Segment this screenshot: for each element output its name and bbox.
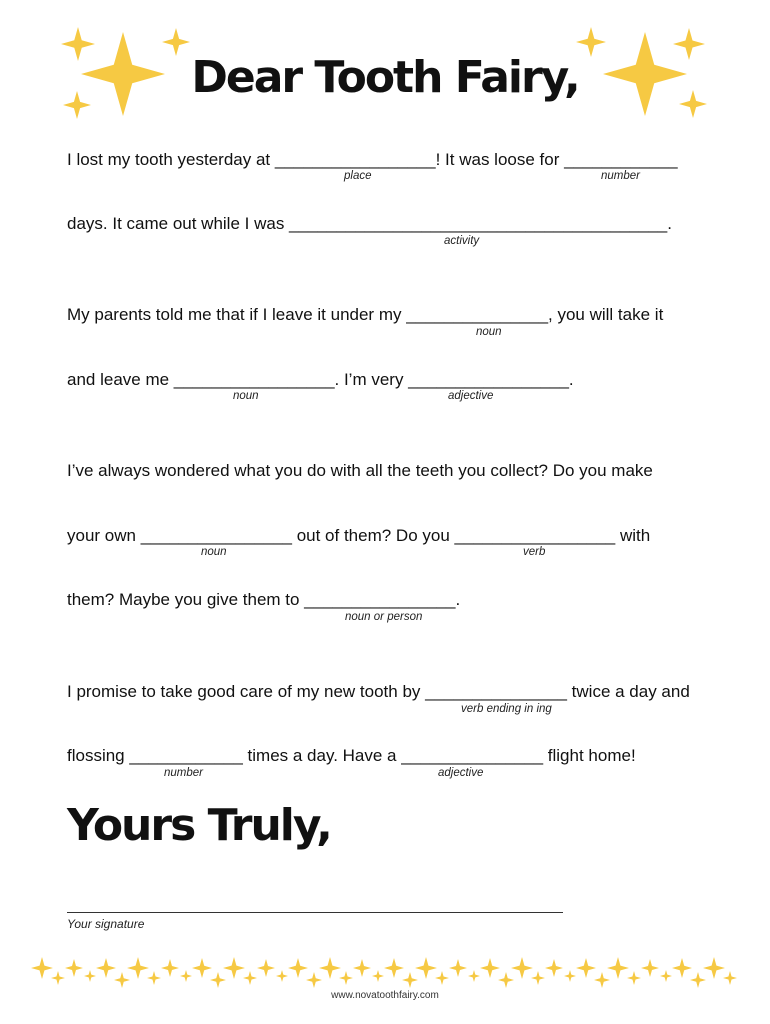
star-icon — [319, 957, 341, 979]
star-icon — [564, 970, 576, 982]
signature-caption: Your signature — [67, 917, 145, 931]
hint-noun: noun — [201, 546, 227, 558]
star-icon — [660, 970, 672, 982]
star-icon — [84, 970, 96, 982]
page-title: Dear Tooth Fairy, — [191, 52, 579, 103]
star-icon — [594, 972, 610, 988]
letter-line-1: I lost my tooth yesterday at _________________! It was loose for ____________ — [67, 150, 678, 169]
hint-noun: noun — [233, 390, 259, 402]
star-icon — [672, 958, 692, 978]
letter-line-4: and leave me _________________. I’m very _________________. — [67, 370, 574, 389]
hint-place: place — [344, 170, 372, 182]
signature-line — [67, 912, 563, 913]
star-icon — [51, 971, 65, 985]
star-icon — [243, 971, 257, 985]
star-icon — [31, 957, 53, 979]
star-icon — [545, 959, 563, 977]
star-icon — [480, 958, 500, 978]
star-icon — [723, 971, 737, 985]
star-icon — [435, 971, 449, 985]
letter-line-8: I promise to take good care of my new tooth by _______________ twice a day and — [67, 682, 690, 701]
hint-noun: noun — [476, 326, 502, 338]
star-icon — [690, 972, 706, 988]
star-icon — [353, 959, 371, 977]
star-icon — [257, 959, 275, 977]
hint-number: number — [164, 767, 203, 779]
hint-adjective: adjective — [448, 390, 494, 402]
star-icon — [372, 970, 384, 982]
star-icon — [415, 957, 437, 979]
star-icon — [627, 971, 641, 985]
letter-line-6: your own ________________ out of them? Do you _________________ with — [67, 526, 651, 545]
star-icon — [114, 972, 130, 988]
star-icon — [498, 972, 514, 988]
star-icon — [192, 958, 212, 978]
star-icon — [468, 970, 480, 982]
letter-line-2: days. It came out while I was ________________________________________. — [67, 214, 672, 233]
star-icon — [339, 971, 353, 985]
hint-adjective: adjective — [438, 767, 484, 779]
star-icon — [96, 958, 116, 978]
star-icon — [531, 971, 545, 985]
hint-number: number — [601, 170, 640, 182]
letter-line-9: flossing ____________ times a day. Have a _______________ flight home! — [67, 746, 636, 765]
letter-line-5: I’ve always wondered what you do with all the teeth you collect? Do you make — [67, 461, 653, 480]
star-icon — [147, 971, 161, 985]
star-icon — [288, 958, 308, 978]
star-icon — [65, 959, 83, 977]
star-icon — [276, 970, 288, 982]
footer-url: www.novatoothfairy.com — [331, 990, 439, 1001]
hint-activity: activity — [444, 235, 480, 247]
star-icon — [576, 958, 596, 978]
star-icon — [607, 957, 629, 979]
star-icon — [180, 970, 192, 982]
star-icon — [449, 959, 467, 977]
letter-line-3: My parents told me that if I leave it under my _______________, you will take it — [67, 305, 664, 324]
star-icon — [161, 959, 179, 977]
star-icon — [306, 972, 322, 988]
star-icon — [223, 957, 245, 979]
star-icon — [703, 957, 725, 979]
star-icon — [511, 957, 533, 979]
star-icon — [127, 957, 149, 979]
star-icon — [402, 972, 418, 988]
letter-line-7: them? Maybe you give them to ________________. — [67, 590, 461, 609]
hint-verb-ending-in-ing: verb ending in ing — [461, 703, 552, 715]
hint-verb: verb — [523, 546, 546, 558]
closing-heading: Yours Truly, — [67, 800, 331, 851]
star-icon — [210, 972, 226, 988]
star-icon — [641, 959, 659, 977]
star-icon — [384, 958, 404, 978]
hint-noun-or-person: noun or person — [345, 611, 423, 623]
